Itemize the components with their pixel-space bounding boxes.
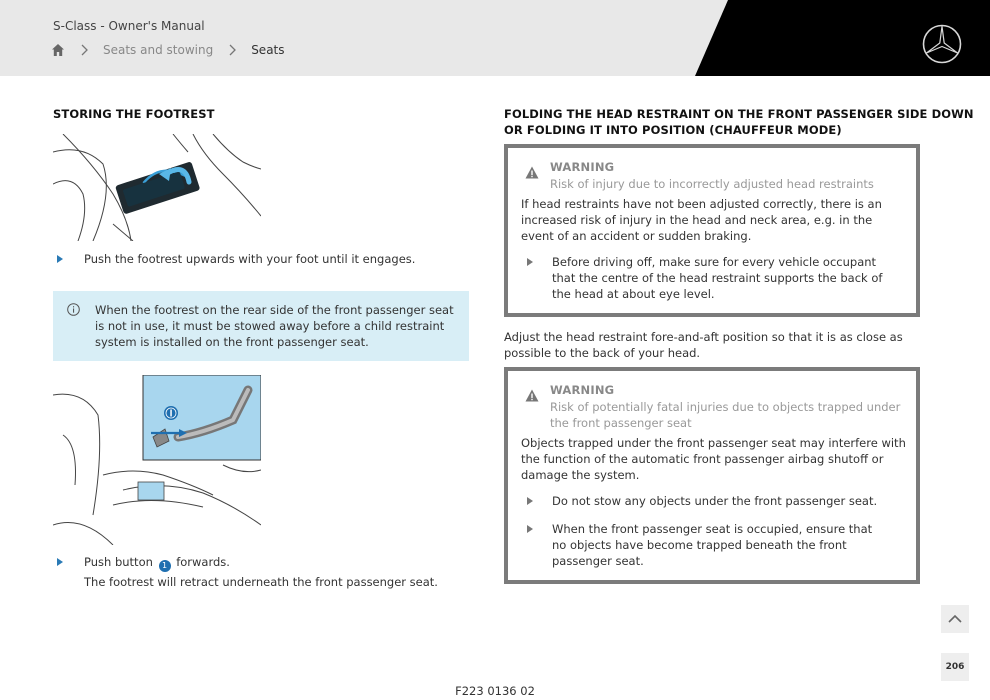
step-push-button <box>84 554 464 572</box>
warning-title: WARNING <box>550 383 615 397</box>
footrest-illustration <box>53 134 261 241</box>
page-number: 206 <box>941 653 969 681</box>
chevron-right-icon <box>79 44 89 56</box>
breadcrumb-seats-and-stowing[interactable]: Seats and stowing <box>103 43 214 57</box>
button-1-badge <box>159 560 171 572</box>
warning-triangle-icon <box>525 166 539 179</box>
warning-title: WARNING <box>550 160 615 174</box>
footrest-button-illustration <box>53 375 261 545</box>
step-push-button-suffix: forwards. <box>176 555 230 569</box>
breadcrumb-seats: Seats <box>251 43 285 57</box>
warning-bullet: When the front passenger seat is occupied, ensure that no objects have become trapped beneath the front passenger seat. <box>552 522 873 568</box>
step-push-footrest: Push the footrest upwards with your foot until it engages. <box>84 252 416 266</box>
scroll-to-top-button[interactable] <box>941 605 969 633</box>
bullet-arrow-icon <box>527 258 533 266</box>
home-icon[interactable] <box>51 43 65 57</box>
breadcrumb <box>51 41 285 59</box>
warning-bullet: Do not stow any objects under the front passenger seat. <box>552 494 878 508</box>
step-push-button-prefix: Push button <box>84 555 153 569</box>
doc-title: S-Class - Owner's Manual <box>53 19 205 33</box>
warning-box-trapped-objects <box>504 367 920 584</box>
bullet-arrow-icon <box>527 525 533 533</box>
section-title-line2: OR FOLDING IT INTO POSITION (CHAUFFEUR MODE) <box>504 123 842 137</box>
warning-subtitle: Risk of potentially fatal injuries due to objects trapped under the front passenger seat <box>550 400 901 430</box>
info-icon <box>67 303 80 316</box>
bullet-arrow-icon <box>57 558 63 566</box>
mercedes-star-logo[interactable] <box>921 23 963 65</box>
info-text: When the footrest on the rear side of the front passenger seat is not in use, it must be stowed away before a child restraint system is installed on the front passenger seat. <box>95 303 454 349</box>
warning-triangle-icon <box>525 389 539 402</box>
warning-subtitle: Risk of injury due to incorrectly adjusted head restraints <box>550 177 874 191</box>
warning-bullet: Before driving off, make sure for every vehicle occupant that the centre of the head restraint supports the back of the head at about eye level. <box>552 255 883 301</box>
warning-body: If head restraints have not been adjusted correctly, there is an increased risk of injury in the head and neck area, e.g. in the event of an accident or sudden braking. <box>521 197 882 243</box>
badge-number: 1 <box>162 561 168 570</box>
bullet-arrow-icon <box>57 255 63 263</box>
footer-image-code: F223 0136 02 <box>455 684 535 698</box>
chevron-right-icon <box>227 44 237 56</box>
warning-body: Objects trapped under the front passenger seat may interfere with the function of the automatic front passenger airbag shutoff or damage the system. <box>521 436 906 482</box>
section-title-storing-footrest: STORING THE FOOTREST <box>53 107 215 121</box>
info-box <box>53 291 469 361</box>
warning-box-head-restraints <box>504 144 920 317</box>
section-title-head-restraint <box>504 106 974 138</box>
bullet-arrow-icon <box>527 497 533 505</box>
section-title-line1: FOLDING THE HEAD RESTRAINT ON THE FRONT PASSENGER SIDE DOWN <box>504 107 974 121</box>
adjust-paragraph: Adjust the head restraint fore-and-aft position so that it is as close as possible to the back of your head. <box>504 330 903 360</box>
chevron-up-icon <box>941 605 969 633</box>
step-result-text: The footrest will retract underneath the front passenger seat. <box>84 575 438 589</box>
header-black-band <box>0 0 990 76</box>
